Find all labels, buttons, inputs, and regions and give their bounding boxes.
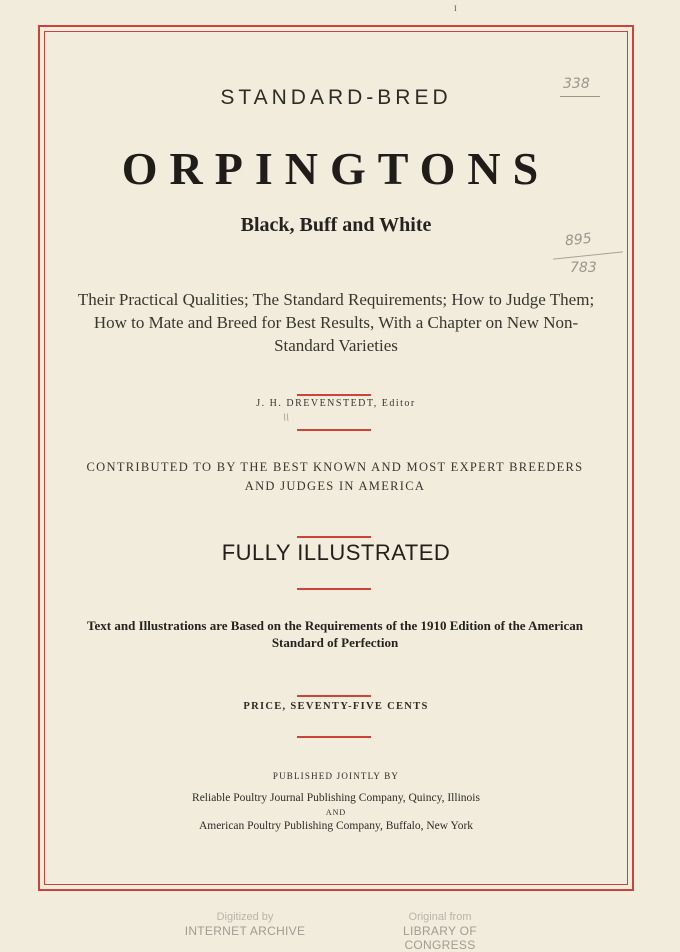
- pencil-annotation-top: 338: [563, 76, 590, 92]
- library-of-congress-logo-text: LIBRARY OF CONGRESS: [403, 924, 477, 952]
- divider-rule: [297, 536, 371, 538]
- publisher-second: American Poultry Publishing Company, Buffalo, New York: [198, 820, 474, 832]
- digitized-by-credit: [180, 911, 310, 938]
- corner-mark: I: [454, 4, 457, 13]
- divider-rule: [297, 695, 371, 697]
- pencil-annotation-mid-2: 783: [570, 260, 597, 276]
- publisher-first: Reliable Poultry Journal Publishing Company, Quincy, Illinois: [192, 792, 480, 804]
- publisher-and: AND: [325, 808, 347, 817]
- subtitle: Black, Buff and White: [240, 214, 432, 236]
- original-from-credit: [370, 911, 510, 952]
- editor-credit: J. H. DREVENSTEDT, Editor: [256, 398, 416, 409]
- internet-archive-logo-text: INTERNET ARCHIVE: [184, 924, 306, 938]
- divider-rule: [297, 736, 371, 738]
- price: PRICE, SEVENTY-FIVE CENTS: [243, 701, 429, 712]
- published-label: PUBLISHED JOINTLY BY: [272, 771, 400, 781]
- pencil-annotation-mid-1: 895: [564, 230, 593, 250]
- pencil-mark-small: \\: [283, 413, 290, 423]
- original-from-label: Original from: [408, 911, 472, 923]
- title-line-1: STANDARD-BRED: [220, 86, 452, 109]
- digitized-by-label: Digitized by: [216, 911, 274, 923]
- divider-rule: [297, 429, 371, 431]
- divider-rule: [297, 394, 371, 396]
- contributors-note: CONTRIBUTED TO BY THE BEST KNOWN AND MOST EXPERT BREEDERS AND JUDGES IN AMERICA: [86, 460, 584, 493]
- main-title: ORPINGTONS: [121, 143, 551, 194]
- standard-basis-note: Text and Illustrations are Based on the Requirements of the 1910 Edition of the American Standard of Perfection: [87, 618, 583, 650]
- description: Their Practical Qualities; The Standard Requirements; How to Judge Them; How to Mate and Breed for Best Results, With a Chapter on New Non-Standard Varieties: [77, 290, 595, 355]
- fully-illustrated-heading: FULLY ILLUSTRATED: [221, 540, 451, 565]
- divider-rule: [297, 588, 371, 590]
